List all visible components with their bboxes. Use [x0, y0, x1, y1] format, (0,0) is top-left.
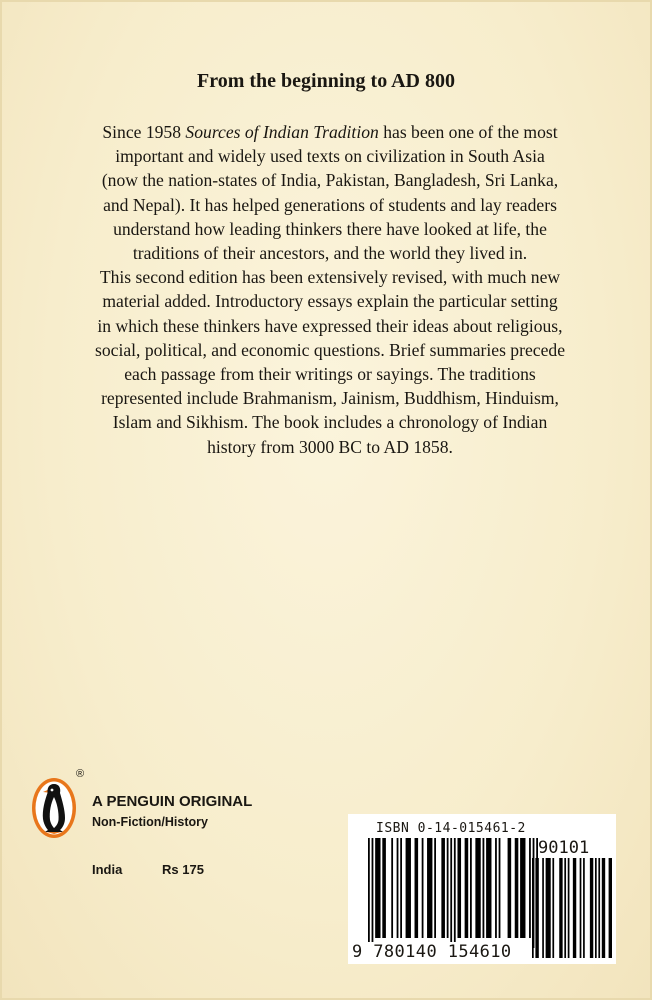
isbn-label: ISBN 0-14-015461-2 — [376, 821, 526, 836]
barcode-bar — [434, 838, 436, 938]
barcode-bar — [559, 858, 562, 958]
barcode-bar — [465, 838, 469, 938]
barcode-bar — [568, 858, 570, 958]
barcode-bar — [382, 838, 386, 938]
barcode-bar — [427, 838, 432, 938]
barcode-bar — [457, 838, 461, 938]
barcode-bar — [483, 838, 485, 938]
publisher-imprint: A PENGUIN ORIGINAL — [92, 793, 253, 810]
barcode-bar — [564, 858, 566, 958]
barcode-bar — [590, 858, 593, 958]
barcode-bar — [552, 858, 554, 958]
barcode-bar — [580, 858, 582, 958]
barcode-bar — [391, 838, 393, 938]
barcode-bar — [397, 838, 399, 938]
barcode-bar — [450, 838, 452, 948]
barcode-bar — [535, 858, 538, 958]
barcode-bar — [499, 838, 501, 938]
barcode-bar — [532, 858, 534, 958]
barcode-bar — [415, 838, 419, 938]
barcode-bar — [520, 838, 525, 938]
registered-mark: ® — [76, 768, 85, 780]
penguin-logo-icon — [30, 768, 85, 840]
book-title-italic: Sources of Indian Tradition — [185, 122, 379, 142]
barcode-bar — [595, 858, 597, 958]
blurb-text — [95, 120, 565, 459]
barcode-bar — [475, 838, 480, 938]
barcode-bar — [495, 838, 497, 938]
addon-digits: 90101 — [538, 838, 590, 858]
barcode-bar — [598, 858, 600, 958]
barcode-bar — [422, 838, 424, 938]
blurb-intro: Since 1958 — [102, 122, 186, 142]
barcode-bar — [602, 858, 605, 958]
barcode-bar — [368, 838, 370, 948]
blurb-paragraph-1 — [95, 120, 565, 265]
ean-digits: 9 780140 154610 — [352, 942, 512, 962]
addon-barcode — [532, 858, 612, 958]
barcode-bar — [609, 858, 612, 958]
price-value: Rs 175 — [162, 862, 204, 877]
barcode-bar — [447, 838, 449, 938]
barcode-bar — [372, 838, 374, 948]
barcode-bar — [508, 838, 512, 938]
barcode-bar — [470, 838, 472, 938]
barcode-bar — [454, 838, 456, 948]
blurb-body: has been one of the most important and widely used texts on civilization in South Asia (now the nation-states of India, Pakistan, Bangladesh, Sri Lanka, and Nepal). It has helped generations of students and lay readers understand how leading thinkers there have looked at life, the traditions of their ancestors, and the world they lived in. — [101, 122, 559, 264]
blurb-paragraph-2: This second edition has been extensively revised, with much new material added. Introductory essays explain the particular setting in which these thinkers have expressed their ideas about religious, social, political, and economic questions. Brief summaries precede each passage from their writings or sayings. The traditions represented include Brahmanism, Jainism, Buddhism, Hinduism, Islam and Sikhism. The book includes a chronology of Indian history from 3000 BC to AD 1858. — [95, 267, 565, 457]
barcode-bar — [515, 838, 519, 938]
barcode-bar — [400, 838, 402, 938]
cover-heading: From the beginning to AD 800 — [197, 70, 455, 92]
price-country: India — [92, 862, 123, 877]
barcode-bar — [406, 838, 411, 938]
barcode-bar — [546, 858, 551, 958]
barcode-bar — [542, 858, 544, 958]
barcode-bar — [375, 838, 380, 938]
book-category: Non-Fiction/History — [92, 815, 208, 829]
barcode-bar — [529, 838, 531, 938]
barcode-bar — [583, 858, 585, 958]
barcode-bar — [573, 858, 576, 958]
ean-barcode — [368, 838, 538, 948]
barcode-bar — [441, 838, 445, 938]
barcode-bar — [486, 838, 491, 938]
